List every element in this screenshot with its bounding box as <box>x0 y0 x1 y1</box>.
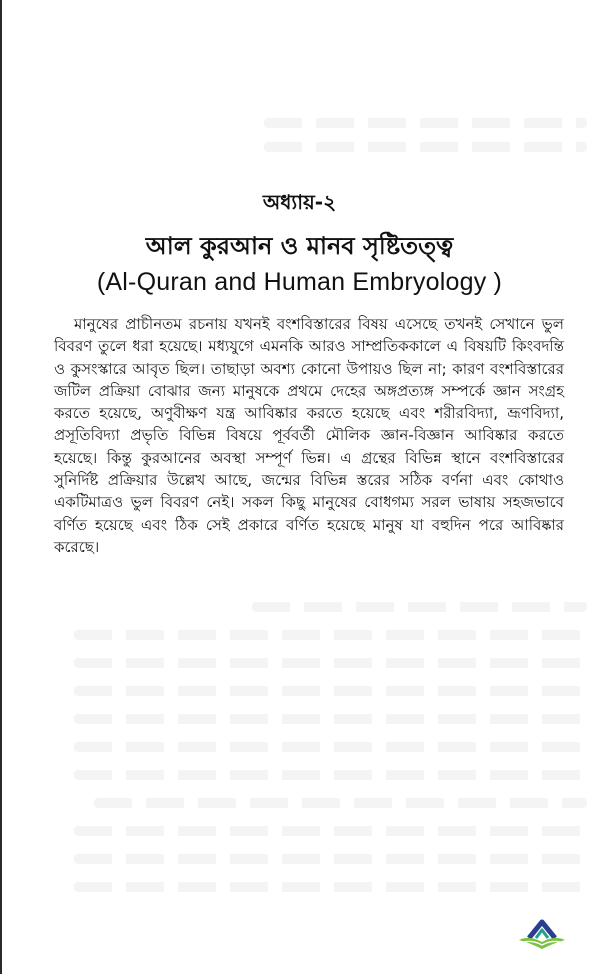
chapter-subtitle: (Al-Quran and Human Embryology ) <box>96 268 503 296</box>
publisher-logo-icon <box>516 916 568 952</box>
body-paragraph: মানুষের প্রাচীনতম রচনায় যখনই বংশবিস্তারের বিষয় এসেছে তখনই সেখানে ভুল বিবরণ তুলে ধরা হয়েছে। মধ্যযুগে এমনকি আরও সাম্প্রতিককালে এ বিষয়টি কিংবদন্তি ও কুসংস্কারে আবৃত ছিল। তাছাড়া অবশ্য কোনো উপায়ও ছিল না; কারণ বংশবিস্তারের জটিল প্রক্রিয়া বোঝার জন্য মানুষকে প্রথমে দেহের অঙ্গপ্রত্যঙ্গ সম্পর্কে জ্ঞান সংগ্রহ করতে হয়েছে, অণুবীক্ষণ যন্ত্র আবিষ্কার করতে হয়েছে এবং শরীরবিদ্যা, ভ্রূণবিদ্যা, প্রসূতিবিদ্যা প্রভৃতি বিভিন্ন বিষয়ে পূর্ববর্তী মৌলিক জ্ঞান-বিজ্ঞান আবিষ্কার করতে হয়েছে। কিন্তু কুরআনের অবস্থা সম্পূর্ণ ভিন্ন। এ গ্রন্থের বিভিন্ন স্থানে বংশবিস্তারের সুনির্দিষ্ট প্রক্রিয়ার উল্লেখ আছে, জন্মের বিভিন্ন স্তরের সঠিক বর্ণনা এবং কোথাও একটিমাত্রও ভুল বিবরণ নেই। সকল কিছু মানুষের বোধগম্য সরল ভাষায় সহজভাবে বর্ণিত হয়েছে এবং ঠিক সেই প্রকারে বর্ণিত হয়েছে মানুষ যা বহুদিন পরে আবিষ্কার করেছে। <box>54 315 564 556</box>
chapter-title: আল কুরআন ও মানব সৃষ্টিতত্ত্ব <box>145 232 454 260</box>
chapter-number: অধ্যায়-২ <box>262 190 337 214</box>
